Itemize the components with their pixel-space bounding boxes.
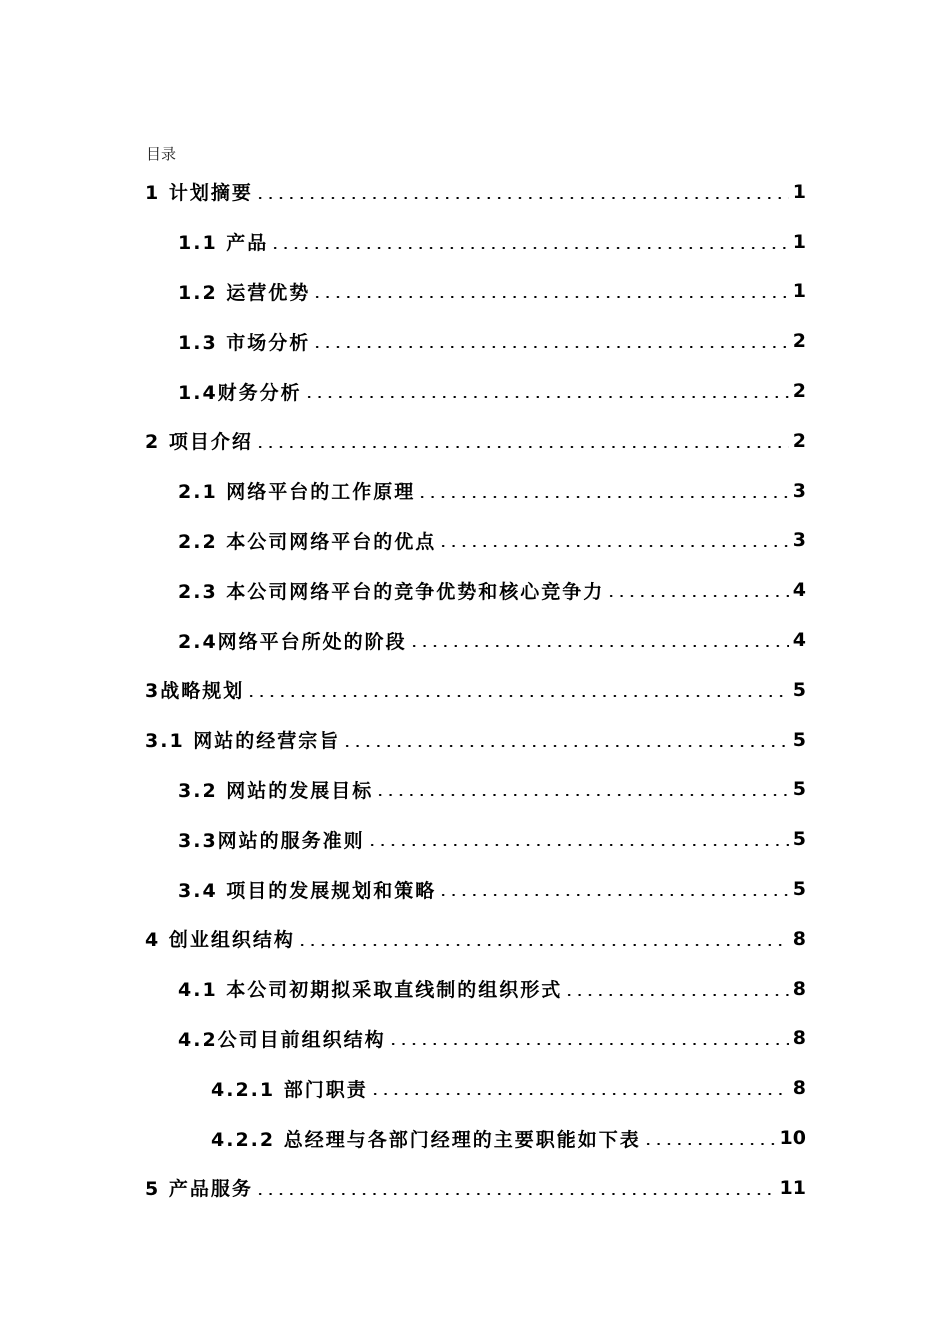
toc-entry-title: 1.4财务分析 xyxy=(178,381,302,404)
toc-dot-leader xyxy=(255,197,789,199)
toc-entry[interactable] xyxy=(0,366,950,416)
toc-entry-page-number: 5 xyxy=(792,878,806,901)
toc-entry[interactable] xyxy=(0,814,950,864)
toc-entry-title: 4 创业组织结构 xyxy=(145,929,295,952)
toc-entry-title: 2.2 本公司网络平台的优点 xyxy=(178,530,437,553)
toc-entry-page-number: 4 xyxy=(792,579,806,602)
toc-entry-title: 2.1 网络平台的工作原理 xyxy=(178,481,416,504)
toc-entry-title: 1.2 运营优势 xyxy=(178,281,311,304)
toc-entry-title: 3战略规划 xyxy=(145,680,245,703)
toc-dot-leader xyxy=(270,247,788,249)
toc-entry[interactable] xyxy=(0,864,950,914)
toc-entry-page-number: 5 xyxy=(792,778,806,801)
toc-entry[interactable] xyxy=(0,1113,950,1163)
toc-entry-title: 3.1 网站的经营宗旨 xyxy=(145,730,341,753)
toc-dot-leader xyxy=(643,1143,776,1145)
toc-dot-leader xyxy=(375,794,788,796)
toc-entry-page-number: 11 xyxy=(779,1176,806,1199)
toc-entry[interactable] xyxy=(0,1163,950,1213)
toc-entry-page-number: 4 xyxy=(792,629,806,652)
toc-entry-page-number: 3 xyxy=(792,479,806,502)
toc-entry-title: 3.2 网站的发展目标 xyxy=(178,779,374,802)
toc-entry-title: 5 产品服务 xyxy=(145,1178,253,1201)
toc-dot-leader xyxy=(297,944,789,946)
toc-entry[interactable] xyxy=(0,565,950,615)
toc-entry-title: 2.3 本公司网络平台的竞争优势和核心竞争力 xyxy=(178,580,605,603)
toc-dot-leader xyxy=(304,396,789,398)
toc-entry-title: 4.2公司目前组织结构 xyxy=(178,1028,386,1051)
toc-entry-page-number: 1 xyxy=(792,280,806,303)
toc-entry-title: 4.2.1 部门职责 xyxy=(211,1078,368,1101)
toc-entry-title: 1 计划摘要 xyxy=(145,182,253,205)
toc-dot-leader xyxy=(312,296,788,298)
toc-entry-page-number: 3 xyxy=(792,529,806,552)
toc-dot-leader xyxy=(367,844,789,846)
toc-entry-page-number: 2 xyxy=(792,380,806,403)
toc-entry[interactable] xyxy=(0,466,950,516)
toc-dot-leader xyxy=(246,695,789,697)
toc-dot-leader xyxy=(255,1193,776,1195)
toc-entry[interactable] xyxy=(0,765,950,815)
toc-dot-leader xyxy=(438,545,788,547)
toc-entry-title: 2 项目介绍 xyxy=(145,431,253,454)
toc-entry[interactable] xyxy=(0,267,950,317)
toc-entry[interactable] xyxy=(0,1014,950,1064)
toc-heading: 目录 xyxy=(146,145,177,163)
toc-entry-title: 2.4网络平台所处的阶段 xyxy=(178,630,407,653)
toc-entry-page-number: 10 xyxy=(779,1127,806,1150)
toc-entry-title: 4.1 本公司初期拟采取直线制的组织形式 xyxy=(178,979,563,1002)
toc-entry[interactable] xyxy=(0,217,950,267)
toc-dot-leader xyxy=(564,994,788,996)
toc-dot-leader xyxy=(417,496,788,498)
toc-entry[interactable] xyxy=(0,615,950,665)
toc-dot-leader xyxy=(312,346,788,348)
toc-entry-title: 4.2.2 总经理与各部门经理的主要职能如下表 xyxy=(211,1128,641,1151)
toc-dot-leader xyxy=(255,446,789,448)
toc-entry-page-number: 8 xyxy=(792,1027,806,1050)
toc-entry[interactable] xyxy=(0,416,950,466)
toc-entry[interactable] xyxy=(0,665,950,715)
toc-entry[interactable] xyxy=(0,516,950,566)
toc-entry-page-number: 8 xyxy=(792,927,806,950)
toc-entry-title: 1.3 市场分析 xyxy=(178,331,311,354)
toc-entry[interactable] xyxy=(0,715,950,765)
toc-entry-title: 1.1 产品 xyxy=(178,232,269,255)
toc-dot-leader xyxy=(342,745,788,747)
toc-entry-page-number: 2 xyxy=(792,330,806,353)
toc-entry-page-number: 5 xyxy=(792,678,806,701)
toc-entry[interactable] xyxy=(0,964,950,1014)
toc-entry-page-number: 5 xyxy=(792,728,806,751)
toc-entry-page-number: 5 xyxy=(792,828,806,851)
toc-entry-page-number: 1 xyxy=(792,180,806,203)
toc-dot-leader xyxy=(606,595,788,597)
toc-entry-title: 3.3网站的服务准则 xyxy=(178,829,365,852)
toc-dot-leader xyxy=(438,894,788,896)
toc-entry[interactable] xyxy=(0,316,950,366)
toc-entry-title: 3.4 项目的发展规划和策略 xyxy=(178,879,437,902)
toc-dot-leader xyxy=(409,645,789,647)
toc-entry-page-number: 8 xyxy=(792,977,806,1000)
toc-entry-page-number: 8 xyxy=(792,1077,806,1100)
toc-entry[interactable] xyxy=(0,167,950,217)
toc-entry[interactable] xyxy=(0,1063,950,1113)
toc-dot-leader xyxy=(370,1093,789,1095)
toc-entry[interactable] xyxy=(0,914,950,964)
toc-entry-page-number: 2 xyxy=(792,429,806,452)
toc-entry-page-number: 1 xyxy=(792,230,806,253)
toc-list xyxy=(0,167,950,1213)
toc-dot-leader xyxy=(388,1043,789,1045)
